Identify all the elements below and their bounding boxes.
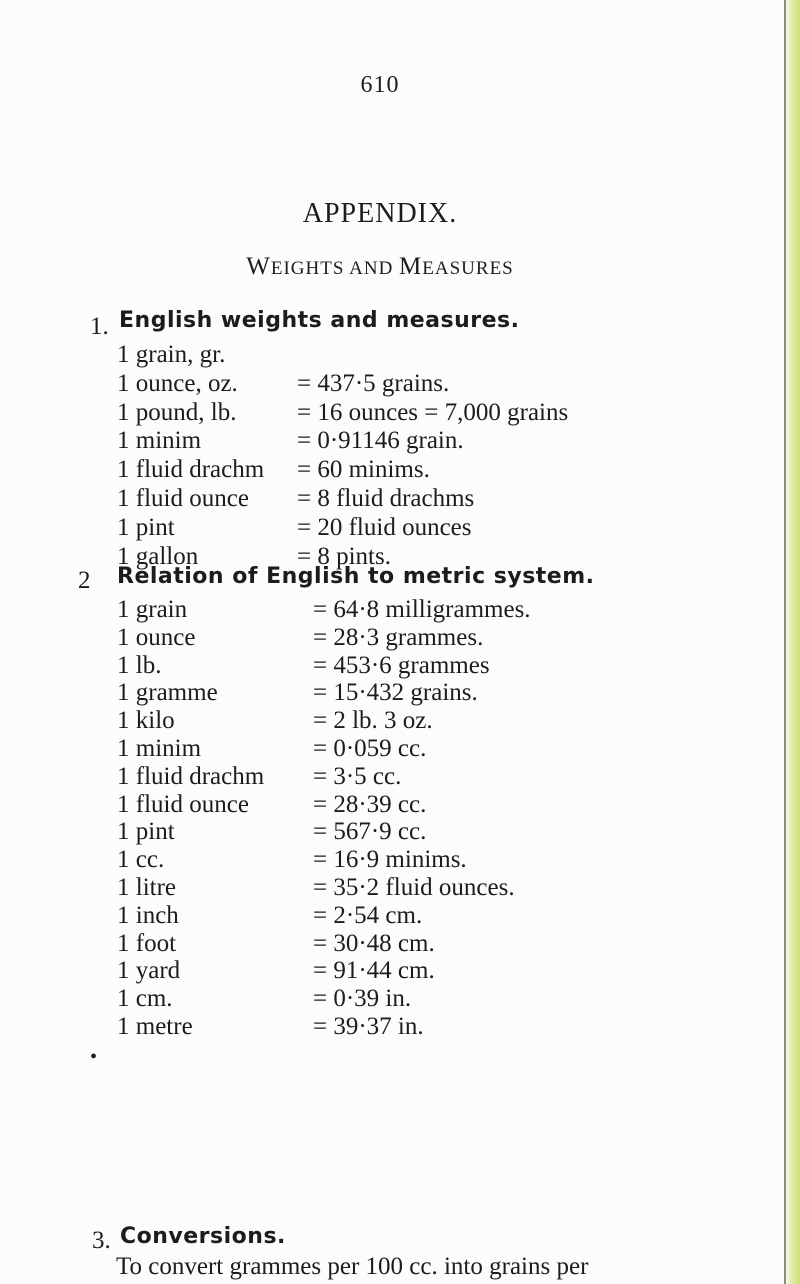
unit-equivalent: = 0·39 in. — [313, 985, 412, 1013]
page-edge-strip — [786, 0, 800, 1284]
subtitle-rest-2: EASURES — [422, 258, 514, 279]
unit-name: 1 grain, gr. — [117, 341, 226, 368]
unit-equivalent: = 0·91146 grain. — [297, 427, 464, 455]
unit-equivalent: = 39·37 in. — [313, 1013, 424, 1040]
unit-equivalent: = 453·6 grammes — [313, 651, 490, 679]
unit-name: 1 inch — [117, 901, 179, 929]
unit-name: 1 lb. — [117, 651, 162, 679]
unit-equivalent: = 35·2 fluid ounces. — [313, 874, 515, 901]
unit-equivalent: = 2 lb. 3 oz. — [313, 707, 433, 735]
unit-name: 1 litre — [117, 874, 177, 901]
unit-equivalent: = 28·3 grammes. — [313, 623, 484, 651]
unit-name: 1 ounce — [117, 623, 196, 651]
unit-equivalent: = 30·48 cm. — [313, 929, 435, 957]
unit-equivalent: = 0·059 cc. — [313, 735, 427, 762]
unit-name: 1 fluid drachm — [117, 456, 265, 484]
unit-name: 1 metre — [117, 1013, 193, 1040]
unit-name: 1 ounce, oz. — [117, 369, 238, 397]
unit-equivalent: = 16 ounces = 7,000 grains — [297, 398, 569, 426]
appendix-title: APPENDIX. — [302, 198, 458, 229]
unit-equivalent: = 15·432 grains. — [313, 679, 478, 707]
section-3-heading: Conversions. — [120, 1224, 286, 1249]
margin-dot: • — [90, 1046, 98, 1068]
unit-equivalent: = 28·39 cc. — [313, 790, 427, 818]
unit-equivalent: = 64·8 milligrammes. — [313, 596, 531, 623]
unit-name: 1 gramme — [117, 679, 218, 707]
unit-name: 1 fluid drachm — [117, 762, 265, 790]
unit-name: 1 yard — [117, 957, 181, 985]
section-1-number: 1. — [90, 313, 109, 340]
unit-name: 1 pound, lb. — [117, 398, 237, 426]
unit-equivalent: = 437·5 grains. — [297, 369, 450, 397]
section-2-heading: Relation of English to metric system. — [117, 564, 595, 589]
unit-equivalent: = 3·5 cc. — [313, 762, 402, 790]
unit-name: 1 kilo — [117, 707, 175, 735]
unit-equivalent: = 8 pints. — [297, 542, 391, 570]
page-number: 610 — [360, 72, 400, 98]
unit-name: 1 foot — [117, 929, 177, 957]
unit-equivalent: = 20 fluid ounces — [297, 513, 472, 541]
unit-name: 1 cc. — [117, 846, 165, 874]
unit-name: 1 pint — [117, 818, 175, 846]
section-2-number: 2 — [78, 567, 91, 594]
unit-equivalent: = 60 minims. — [297, 456, 430, 484]
unit-name: 1 fluid ounce — [117, 790, 249, 818]
unit-equivalent: = 16·9 minims. — [313, 846, 467, 874]
unit-equivalent: = 567·9 cc. — [313, 818, 427, 846]
subtitle-and: AND — [344, 258, 400, 279]
unit-name: 1 pint — [117, 513, 175, 541]
unit-equivalent: = 8 fluid drachms — [297, 485, 475, 512]
subtitle-initial-1: W — [246, 253, 271, 280]
unit-equivalent: = 91·44 cm. — [313, 957, 435, 985]
unit-name: 1 cm. — [117, 985, 173, 1013]
section-3-number: 3. — [92, 1227, 111, 1254]
unit-name: 1 fluid ounce — [117, 485, 249, 512]
conversion-text-line-1: To convert grammes per 100 cc. into grains per — [116, 1253, 589, 1280]
unit-name: 1 minim — [117, 735, 202, 762]
unit-name: 1 gallon — [117, 542, 199, 570]
subtitle-initial-2: M — [399, 253, 423, 280]
subtitle-rest-1: EIGHTS — [270, 258, 345, 279]
unit-name: 1 grain — [117, 596, 188, 623]
unit-name: 1 minim — [117, 427, 202, 455]
unit-equivalent: = 2·54 cm. — [313, 901, 423, 929]
section-subtitle — [0, 253, 760, 281]
section-1-heading: English weights and measures. — [119, 308, 520, 333]
